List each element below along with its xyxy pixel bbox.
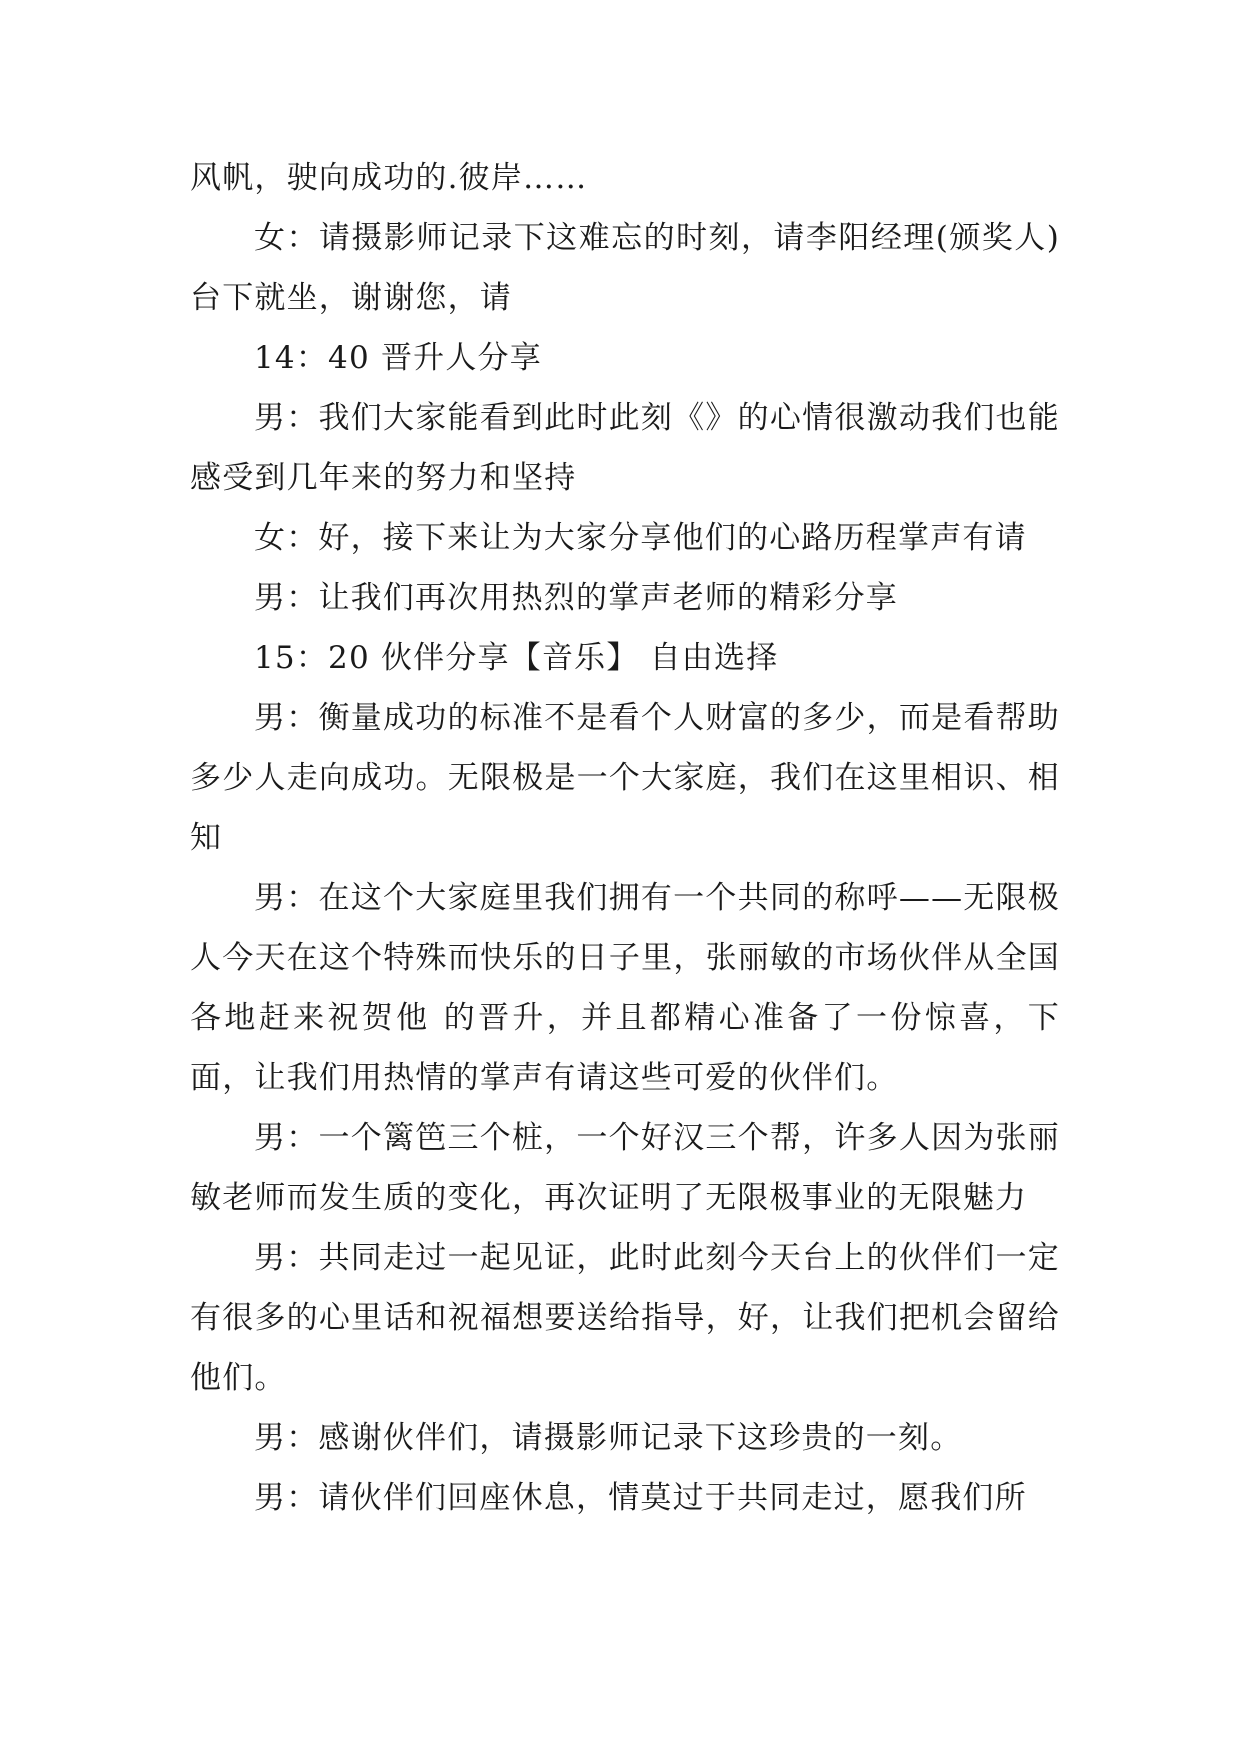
paragraph: 男：在这个大家庭里我们拥有一个共同的称呼——无限极人今天在这个特殊而快乐的日子里，张丽敏的市场伙伴从全国各地赶来祝贺他 的晋升，并且都精心准备了一份惊喜，下面，让我们用热情的掌声有请这些可爱的伙伴们。 — [190, 880, 1060, 1096]
document-body — [190, 148, 1060, 1528]
paragraph: 14：40 晋升人分享 — [254, 340, 542, 376]
paragraph: 男：一个篱笆三个桩，一个好汉三个帮，许多人因为张丽敏老师而发生质的变化，再次证明了无限极事业的无限魅力 — [190, 1120, 1060, 1216]
paragraph: 女：请摄影师记录下这难忘的时刻，请李阳经理(颁奖人)台下就坐，谢谢您，请 — [190, 220, 1060, 316]
paragraph: 女：好，接下来让为大家分享他们的心路历程掌声有请 — [254, 520, 1027, 556]
paragraph: 男：衡量成功的标准不是看个人财富的多少，而是看帮助多少人走向成功。无限极是一个大家庭，我们在这里相识、相知 — [190, 700, 1060, 856]
paragraph: 男：共同走过一起见证，此时此刻今天台上的伙伴们一定有很多的心里话和祝福想要送给指导，好，让我们把机会留给他们。 — [190, 1240, 1060, 1396]
paragraph: 风帆，驶向成功的.彼岸…… — [190, 160, 588, 196]
paragraph: 男：我们大家能看到此时此刻《》的心情很激动我们也能感受到几年来的努力和坚持 — [190, 400, 1060, 496]
paragraph: 男：感谢伙伴们，请摄影师记录下这珍贵的一刻。 — [254, 1420, 963, 1456]
paragraph: 男：让我们再次用热烈的掌声老师的精彩分享 — [254, 580, 898, 616]
paragraph: 男：请伙伴们回座休息，情莫过于共同走过，愿我们所 — [254, 1480, 1027, 1516]
paragraph: 15：20 伙伴分享【音乐】 自由选择 — [254, 640, 779, 676]
